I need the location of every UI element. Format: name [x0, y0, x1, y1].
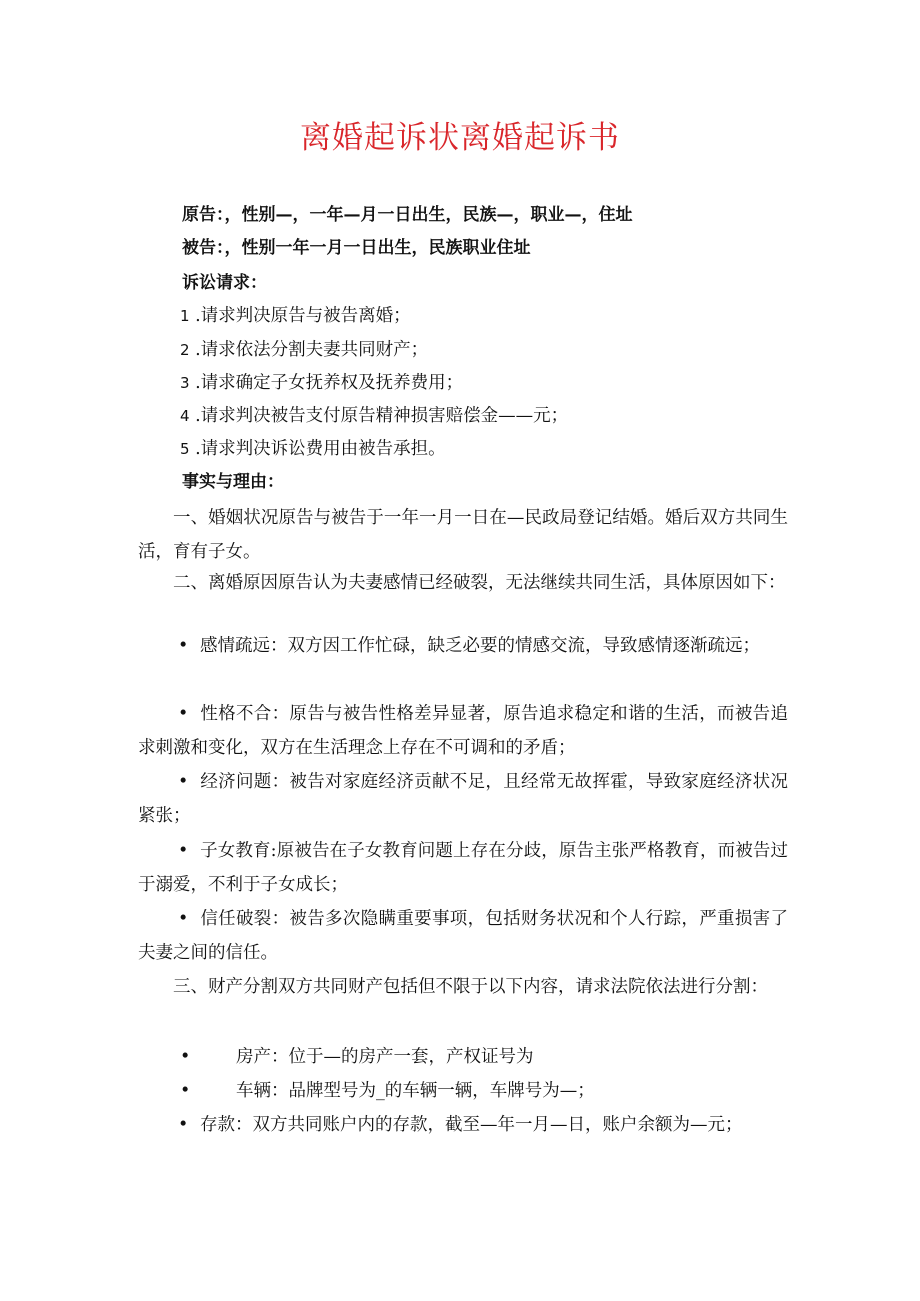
- section-property-division: 三、财产分割双方共同财产包括但不限于以下内容，请求法院依法进行分割：: [173, 977, 768, 997]
- claim-text: .请求判决被告支付原告精神损害赔偿金——元；: [189, 406, 569, 426]
- claim-text: .请求判决诉讼费用由被告承担。: [189, 439, 446, 459]
- claim-item: [180, 438, 446, 460]
- section-marriage-status: 一、婚姻状况原告与被告于一年一月一日在—民政局登记结婚。婚后双方共同生活，育有子女。: [138, 508, 788, 562]
- reason-text: 子女教育:原被告在子女教育问题上存在分歧，原告主张严格教育，而被告过于溺爱，不利于子女成长；: [138, 841, 788, 895]
- reason-text: 信任破裂：被告多次隐瞒重要事项，包括财务状况和个人行踪，严重损害了夫妻之间的信任。: [138, 909, 788, 963]
- claim-number: 2: [180, 341, 190, 359]
- bullet-icon: •: [178, 1115, 189, 1135]
- claim-number: 5: [180, 440, 190, 458]
- claim-number: 1: [180, 307, 190, 325]
- plaintiff-line: 原告：，性别—，一年—月一日出生，民族—，职业—，住址: [182, 205, 633, 225]
- asset-text: 车辆：品牌型号为_的车辆一辆，车牌号为—；: [236, 1081, 595, 1101]
- claim-text: .请求确定子女抚养权及抚养费用；: [189, 373, 464, 393]
- bullet-icon: •: [180, 1047, 191, 1067]
- bullet-icon: •: [178, 772, 189, 792]
- asset-item: [180, 1080, 595, 1102]
- bullet-icon: •: [178, 841, 189, 861]
- claim-text: .请求依法分割夫妻共同财产；: [189, 340, 429, 360]
- claim-item: [180, 339, 428, 361]
- reason-text: 性格不合：原告与被告性格差异显著，原告追求稳定和谐的生活，而被告追求刺激和变化，双方在生活理念上存在不可调和的矛盾；: [138, 704, 788, 758]
- reason-item: [138, 697, 788, 765]
- reason-item: [138, 765, 788, 833]
- claim-item: [180, 405, 568, 427]
- claim-number: 3: [180, 374, 190, 392]
- claims-heading: 诉讼请求：: [182, 273, 267, 293]
- asset-item: [138, 1108, 788, 1142]
- document-title: 离婚起诉状离婚起诉书: [300, 120, 620, 156]
- claim-number: 4: [180, 407, 190, 425]
- facts-heading: 事实与理由：: [182, 472, 284, 492]
- bullet-icon: •: [178, 909, 189, 929]
- reason-text: 感情疏远：双方因工作忙碌，缺乏必要的情感交流，导致感情逐渐疏远；: [200, 636, 760, 656]
- claim-item: [180, 372, 463, 394]
- bullet-icon: •: [180, 1081, 191, 1101]
- claim-text: .请求判决原告与被告离婚；: [189, 306, 411, 326]
- reason-text: 经济问题：被告对家庭经济贡献不足，且经常无故挥霍，导致家庭经济状况紧张；: [138, 772, 788, 826]
- reason-item: [138, 902, 788, 970]
- asset-item: [180, 1046, 534, 1068]
- bullet-icon: •: [178, 704, 189, 724]
- asset-text: 存款：双方共同账户内的存款，截至—年一月—日，账户余额为—元；: [200, 1115, 743, 1135]
- defendant-line: 被告：，性别一年一月一日出生，民族职业住址: [182, 238, 531, 258]
- reason-item: [138, 629, 788, 663]
- claim-item: [180, 305, 411, 327]
- section-divorce-reason: 二、离婚原因原告认为夫妻感情已经破裂，无法继续共同生活，具体原因如下：: [173, 573, 786, 593]
- reason-item: [138, 834, 788, 902]
- asset-text: 房产：位于—的房产一套，产权证号为: [236, 1047, 534, 1067]
- bullet-icon: •: [178, 636, 189, 656]
